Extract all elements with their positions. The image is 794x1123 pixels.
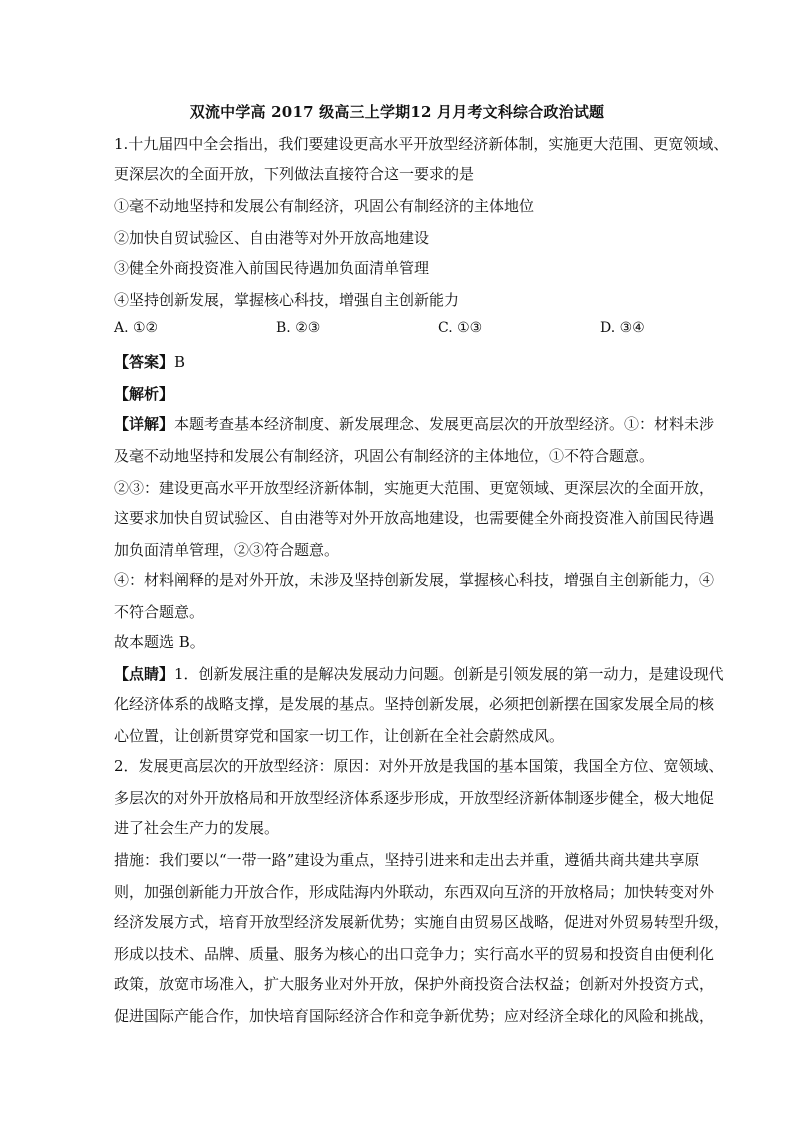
- answer-line: [114, 352, 185, 372]
- choice-b: B. ②③: [276, 320, 321, 336]
- tip-line: 经济发展方式，培育开放型经济发展新优势；实施自由贸易区战略，促进对外贸易转型升级，: [114, 913, 730, 931]
- answer-choices: [114, 320, 674, 340]
- choice-c: C. ①③: [438, 320, 483, 336]
- detail-text: 本题考查基本经济制度、新发展理念、发展更高层次的开放型经济。①：材料未涉: [174, 415, 715, 433]
- detail-label: 【详解】: [114, 415, 175, 433]
- tip-line: 化经济体系的战略支撑，是发展的基点。坚持创新发展，必须把创新摆在国家发展全局的核: [114, 695, 715, 713]
- question-option: ④坚持创新发展，掌握核心科技，增强自主创新能力: [114, 291, 460, 309]
- question-option: ①毫不动地坚持和发展公有制经济，巩固公有制经济的主体地位: [114, 197, 535, 215]
- analysis-label: 【解析】: [114, 385, 175, 403]
- question-option: ③健全外商投资准入前国民待遇加负面清单管理: [114, 259, 430, 277]
- question-option: ②加快自贸试验区、自由港等对外开放高地建设: [114, 229, 430, 247]
- tip-line: 措施：我们要以“一带一路”建设为重点，坚持引进来和走出去并重，遵循共商共建共享原: [114, 851, 700, 869]
- detail-line: 故本题选 B。: [114, 633, 205, 651]
- answer-value: B: [174, 353, 186, 371]
- detail-line: 不符合题意。: [114, 603, 205, 621]
- tip-line: 2．发展更高层次的开放型经济：原因：对外开放是我国的基本国策，我国全方位、宽领域、: [114, 757, 724, 775]
- tip-line: 政策，放宽市场准入，扩大服务业对外开放，保护外商投资合法权益；创新对外投资方式，: [114, 975, 715, 993]
- answer-label: 【答案】: [114, 353, 175, 371]
- tip-line: 进了社会生产力的发展。: [114, 819, 280, 837]
- tip-line: 促进国际产能合作，加快培育国际经济合作和竞争新优势；应对经济全球化的风险和挑战，: [114, 1007, 715, 1025]
- tip-text: 1．创新发展注重的是解决发展动力问题。创新是引领发展的第一动力，是建设现代: [174, 665, 724, 683]
- tip-line: 则，加强创新能力开放合作，形成陆海内外联动，东西双向互济的开放格局；加快转变对外: [114, 883, 715, 901]
- tip-line: [114, 664, 724, 684]
- choice-a: A. ①②: [114, 320, 159, 336]
- tip-line: 心位置，让创新贯穿党和国家一切工作，让创新在全社会蔚然成风。: [114, 727, 565, 745]
- question-stem-line: 1.十九届四中全会指出，我们要建设更高水平开放型经济新体制，实施更大范围、更宽领域、: [114, 135, 729, 153]
- tip-line: 多层次的对外开放格局和开放型经济体系逐步形成，开放型经济新体制逐步健全，极大地促: [114, 789, 715, 807]
- detail-line: ②③：建设更高水平开放型经济新体制，实施更大范围、更宽领域、更深层次的全面开放，: [114, 479, 715, 497]
- page-title: 双流中学高 2017 级高三上学期12 月月考文科综合政治试题: [189, 103, 605, 121]
- detail-line: 这要求加快自贸试验区、自由港等对外开放高地建设，也需要健全外商投资准入前国民待遇: [114, 509, 715, 527]
- tip-line: 形成以技术、品牌、质量、服务为核心的出口竞争力；实行高水平的贸易和投资自由便利化: [114, 945, 715, 963]
- tip-label: 【点睛】: [114, 665, 175, 683]
- detail-line: 加负面清单管理，②③符合题意。: [114, 541, 340, 559]
- question-stem-line: 更深层次的全面开放，下列做法直接符合这一要求的是: [114, 165, 475, 183]
- choice-d: D. ③④: [600, 320, 645, 336]
- detail-line: 及毫不动地坚持和发展公有制经济，巩固公有制经济的主体地位，①不符合题意。: [114, 447, 655, 465]
- analysis-line: [114, 384, 174, 404]
- detail-line: ④：材料阐释的是对外开放，未涉及坚持创新发展，掌握核心科技，增强自主创新能力，④: [114, 571, 715, 589]
- detail-line: [114, 414, 714, 434]
